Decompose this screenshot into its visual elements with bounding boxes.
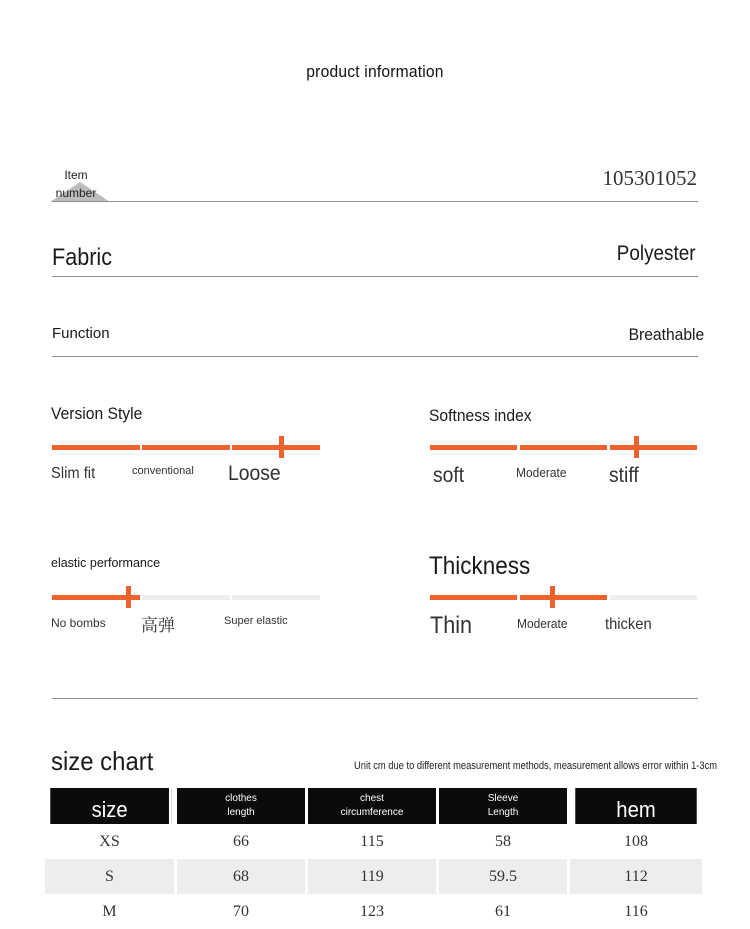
cell-size: M [45, 894, 177, 929]
elastic-label-high: 高弹 [141, 616, 175, 636]
softness-title: Softness index [429, 406, 532, 425]
divider-size-chart [52, 698, 698, 699]
thickness-label-thicken: thicken [605, 616, 652, 633]
elastic-title: elastic performance [51, 556, 161, 570]
thickness-title: Thickness [429, 552, 531, 580]
header-hem: hem [575, 788, 696, 824]
version-style-title: Version Style [51, 404, 143, 423]
divider-item [52, 201, 698, 202]
cell-chest: 123 [308, 894, 439, 929]
version-label-slim: Slim fit [51, 465, 96, 482]
softness-bar [430, 445, 697, 450]
thickness-seg-3 [610, 595, 697, 600]
thickness-level-marker [550, 586, 555, 608]
softness-seg-1 [430, 445, 517, 450]
version-seg-2 [142, 445, 230, 450]
size-chart-note: Unit cm due to different measurement methods, measurement allows error within 1-3cm [354, 760, 718, 772]
table-row [45, 824, 702, 859]
divider-function [52, 356, 698, 357]
cell-sleeve: 61 [439, 894, 570, 929]
table-header-row [45, 788, 702, 824]
elastic-level-marker [126, 586, 131, 608]
elastic-bar [52, 595, 320, 600]
elastic-seg-2 [142, 595, 230, 600]
thickness-seg-1 [430, 595, 517, 600]
cell-sleeve: 59.5 [439, 859, 570, 894]
cell-chest: 119 [308, 859, 439, 894]
softness-label-stiff: stiff [609, 464, 639, 487]
version-seg-3 [232, 445, 320, 450]
cell-sleeve: 58 [439, 824, 570, 859]
function-value: Breathable [628, 325, 704, 344]
cell-hem: 112 [570, 859, 702, 894]
cell-clothes-length: 66 [177, 824, 308, 859]
cell-hem: 116 [624, 902, 648, 920]
thickness-label-thin: Thin [430, 612, 473, 639]
softness-label-moderate: Moderate [516, 465, 567, 480]
elastic-seg-3 [232, 595, 320, 600]
table-row [45, 859, 702, 894]
thickness-label-moderate: Moderate [517, 616, 568, 631]
elastic-label-no-bombs: No bombs [51, 616, 106, 630]
cell-size: S [45, 859, 177, 894]
thickness-seg-2 [520, 595, 607, 600]
header-clothes-length: clothes length [177, 788, 308, 824]
item-number-value: 105301052 [602, 166, 697, 190]
version-seg-1 [52, 445, 140, 450]
header-chest-circumference: chest circumference [308, 788, 439, 824]
fabric-label: Fabric [52, 244, 113, 271]
version-label-loose: Loose [228, 462, 281, 485]
cell-chest: 115 [308, 824, 439, 859]
header-size: size [50, 788, 171, 824]
divider-fabric [52, 276, 698, 277]
function-label: Function [52, 325, 110, 342]
size-chart-title: size chart [51, 746, 154, 776]
cell-size: XS [45, 824, 177, 859]
thickness-bar [430, 595, 697, 600]
softness-seg-2 [520, 445, 607, 450]
fabric-value: Polyester [617, 242, 696, 265]
item-label-line2: number [55, 186, 97, 200]
size-chart-table [45, 788, 702, 929]
item-number-badge [50, 166, 110, 202]
softness-seg-3 [610, 445, 697, 450]
header-sleeve-length: Sleeve Length [439, 788, 570, 824]
cell-clothes-length: 68 [177, 859, 308, 894]
cell-clothes-length: 70 [177, 894, 308, 929]
softness-level-marker [634, 436, 639, 458]
table-row [45, 894, 702, 929]
table-body [45, 824, 702, 929]
version-label-conventional: conventional [132, 465, 194, 477]
version-style-bar [52, 445, 320, 450]
version-level-marker [279, 436, 284, 458]
softness-label-soft: soft [433, 464, 465, 487]
page-title: product information [306, 62, 444, 81]
cell-hem: 108 [624, 832, 648, 850]
item-label-line1: Item [64, 168, 88, 182]
elastic-label-super: Super elastic [224, 615, 288, 627]
